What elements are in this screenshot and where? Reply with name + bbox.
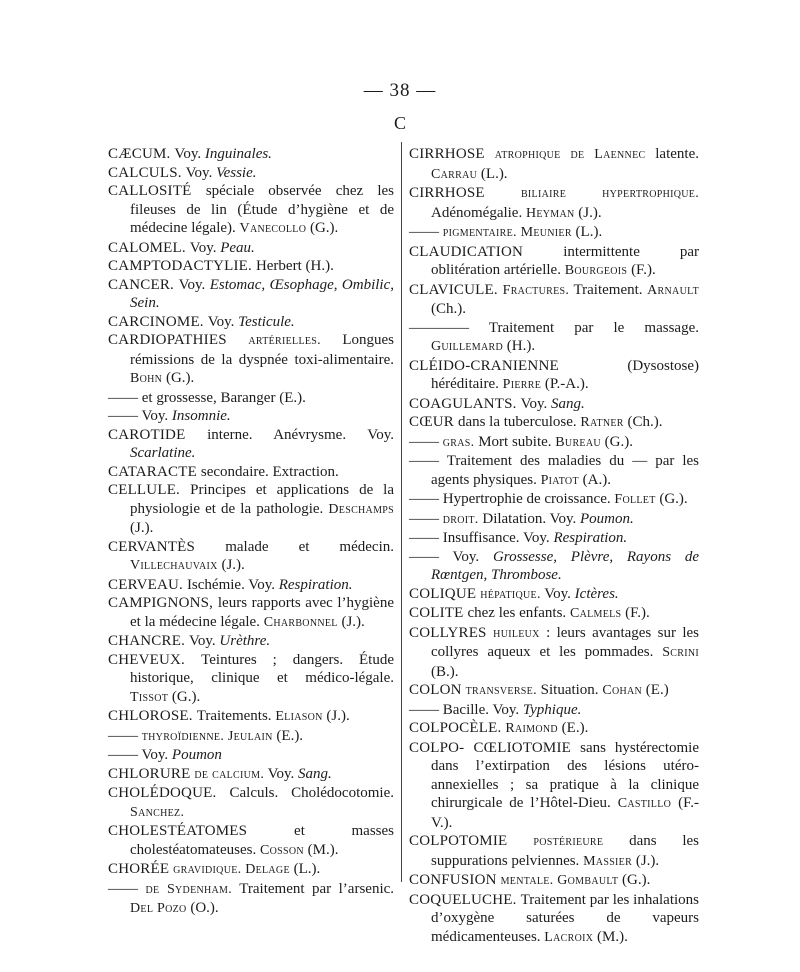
index-entry <box>409 433 699 453</box>
entry-text: —— Insuffisance. Voy. <box>409 530 554 546</box>
entry-text: Castillo <box>617 796 672 811</box>
entry-text: (J.). <box>217 557 245 573</box>
entry-text: Bourgeois <box>564 263 628 278</box>
entry-text: : leurs avantages sur les collyres aqueux et les pommades. <box>431 624 699 660</box>
index-entry <box>108 651 394 708</box>
index-entry <box>409 490 699 510</box>
entry-keyword: CALOMEL. <box>108 239 190 256</box>
entry-keyword: CLÉIDO-CRANIENNE <box>409 357 628 374</box>
index-entry <box>409 529 699 548</box>
entry-text: (J.). <box>322 708 350 724</box>
index-entry <box>108 576 394 595</box>
entry-text: hépatique. <box>480 586 541 602</box>
index-entry <box>108 164 394 183</box>
entry-keyword: CHLOROSE. <box>108 708 197 724</box>
index-entry <box>409 395 699 414</box>
entry-text: leurs rapports avec l’hygiène et la médecine légale. <box>130 595 394 630</box>
entry-text: (F.-V.). <box>431 795 699 831</box>
entry-text: Testicule. <box>238 313 295 330</box>
entry-text: gras. <box>442 434 475 450</box>
entry-text: —— Traitement des maladies du — par les agents physiques. <box>409 453 699 488</box>
entry-text: (E.) <box>642 682 669 698</box>
entry-text: transverse. <box>465 683 537 698</box>
entry-text: thyroïdienne. <box>141 728 225 744</box>
entry-text: interne. Anévrysme. Voy. <box>207 426 394 443</box>
index-entry <box>108 860 394 880</box>
entry-text: Voy. <box>264 765 299 782</box>
entry-text: spéciale observée chez les fileuses de lin (Étude d’hygiène et de médecine légale). <box>130 183 394 236</box>
entry-keyword: CAMPIGNONS, <box>108 595 218 611</box>
index-entry <box>409 319 699 357</box>
entry-text: —— Bacille. Voy. <box>409 701 523 718</box>
entry-text: Traitement par l’arsenic. <box>232 880 395 897</box>
entry-text: Traitement. <box>569 281 648 298</box>
index-entry <box>409 357 699 395</box>
right-column <box>409 145 699 947</box>
entry-text: (H.). <box>503 338 536 354</box>
entry-keyword: CLAVICULE. <box>409 281 503 298</box>
entry-text: Delage <box>245 862 290 877</box>
index-entry <box>108 407 394 426</box>
entry-text: (M.). <box>303 841 339 858</box>
entry-text: Heyman <box>525 205 575 221</box>
index-entry <box>409 223 699 243</box>
entry-text: Tissot <box>130 689 169 705</box>
entry-text: (Ch.). <box>431 301 466 317</box>
left-column <box>108 145 394 919</box>
entry-text: Scarlatine. <box>130 445 196 461</box>
entry-text: Situation. <box>536 682 603 698</box>
index-entry <box>108 463 394 482</box>
index-entry <box>108 182 394 239</box>
index-entry <box>108 880 394 919</box>
entry-text: Estomac, Œsophage, Ombilic, Sein. <box>130 276 394 311</box>
entry-text: (L.). <box>571 224 603 240</box>
entry-text: malade et médecin. <box>225 538 394 555</box>
index-entry <box>108 239 394 258</box>
index-entry <box>409 681 699 701</box>
entry-text: (Ch.). <box>623 414 663 430</box>
index-entry <box>409 719 699 739</box>
entry-text: (O.). <box>186 900 219 916</box>
entry-text: (G.). <box>162 370 195 386</box>
entry-keyword: COAGULANTS. <box>409 395 521 412</box>
entry-text: sans hystérectomie dans l’extirpation des lésions utéro-annexielles ; sa pratique à la clinique chirurgicale de l’Hôtel-Dieu. <box>431 739 699 811</box>
entry-text: chez les enfants. <box>467 605 570 621</box>
entry-text: artérielles. <box>248 333 321 348</box>
column-divider <box>401 142 402 882</box>
entry-text: Principes et applications de la physiologie et de la pathologie. <box>130 482 394 517</box>
index-entry <box>409 548 699 585</box>
entry-keyword: CIRRHOSE <box>409 185 521 201</box>
entry-text: de calcium. <box>194 766 265 782</box>
page-number: — 38 — <box>363 80 437 101</box>
entry-text: (L.). <box>477 165 508 182</box>
entry-keyword: CATARACTE <box>108 463 201 480</box>
entry-text: huileux <box>493 625 540 641</box>
entry-text: Cosson <box>259 842 304 858</box>
entry-text: Ischémie. Voy. <box>186 576 279 593</box>
entry-text: —— <box>108 880 146 897</box>
entry-keyword: CERVANTÈS <box>108 538 226 555</box>
entry-text: —— <box>409 510 443 527</box>
entry-keyword: CHOLÉDOQUE. <box>108 785 230 801</box>
entry-text: —— Voy. <box>108 747 172 763</box>
entry-keyword: CANCER. <box>108 276 179 293</box>
entry-text: Villechauvaix <box>130 558 218 573</box>
entry-text: Grossesse, Plèvre, Rayons de Rœntgen, Thrombose. <box>431 548 699 583</box>
entry-text: —— <box>108 727 142 744</box>
index-entry <box>409 832 699 871</box>
index-entry <box>108 276 394 313</box>
entry-text: de Sydenham. <box>145 881 233 897</box>
entry-keyword: COLON <box>409 682 466 698</box>
entry-text: Vanecollo <box>239 221 307 236</box>
entry-text: —— <box>409 433 443 450</box>
index-entry <box>108 765 394 785</box>
index-entry <box>409 413 699 433</box>
entry-text: Dilatation. Voy. <box>478 510 580 527</box>
entry-text: (B.). <box>431 663 459 680</box>
entry-keyword: CONFUSION <box>409 872 501 888</box>
index-entry <box>409 452 699 490</box>
entry-keyword: CARCINOME. <box>108 313 208 330</box>
entry-text: Guillemard <box>431 339 503 354</box>
entry-text: Gombault <box>557 873 619 888</box>
index-entry <box>108 822 394 860</box>
entry-text: gravidique. <box>173 862 242 877</box>
entry-text: (G.). <box>600 433 633 450</box>
entry-text: Calculs. Cholédocotomie. <box>229 785 394 801</box>
entry-keyword: COLIQUE <box>409 585 481 602</box>
entry-text: Massier <box>583 853 633 869</box>
entry-text: pigmentaire. <box>442 225 517 240</box>
index-entry <box>409 701 699 720</box>
entry-text: Poumon <box>171 747 222 763</box>
entry-text: secondaire. Extraction. <box>200 463 339 480</box>
entry-text: (Dysostose) héréditaire. <box>431 357 699 392</box>
entry-text: Voy. <box>188 633 220 649</box>
entry-text: Longues rémissions de la dyspnée toxi-alimentaire. <box>130 332 394 368</box>
entry-text: Pierre <box>502 377 542 392</box>
entry-text: dans les suppurations pelviennes. <box>431 833 699 869</box>
entry-text: Peau. <box>220 239 255 256</box>
entry-text: Ratner <box>580 415 624 430</box>
entry-text: Voy. <box>207 313 239 330</box>
index-entry <box>409 510 699 530</box>
index-entry <box>409 243 699 281</box>
entry-text: (E.). <box>272 727 304 744</box>
entry-text: Typhique. <box>522 701 582 718</box>
index-entry <box>108 426 394 463</box>
entry-text: (J.). <box>337 613 365 630</box>
entry-keyword: COLPOCÈLE. <box>409 720 506 736</box>
section-letter: C <box>393 113 406 133</box>
entry-text: Sang. <box>298 765 332 782</box>
entry-text: (G.). <box>655 491 688 507</box>
entry-keyword: COQUELUCHE. <box>409 891 521 908</box>
entry-text: Voy. <box>189 239 221 256</box>
entry-text: Insomnie. <box>171 408 231 424</box>
entry-text: Charbonnel <box>263 614 338 630</box>
index-entry <box>409 604 699 624</box>
index-entry <box>409 585 699 605</box>
entry-keyword: CHLORURE <box>108 765 195 782</box>
entry-keyword: CAROTIDE <box>108 426 208 443</box>
index-entry <box>108 331 394 389</box>
entry-text: Follet <box>614 492 656 507</box>
entry-text: (L.). <box>289 861 321 877</box>
entry-text: (J.). <box>574 204 602 221</box>
entry-keyword: CARDIOPATHIES <box>108 332 249 348</box>
entry-text: ———— Traitement par le massage. <box>409 319 699 336</box>
index-entry <box>108 389 394 408</box>
entry-text: Inguinales. <box>204 146 272 162</box>
entry-keyword: CHORÉE <box>108 861 174 877</box>
entry-text: Herbert (H.). <box>255 258 334 274</box>
entry-text: (A.). <box>578 471 611 488</box>
entry-text: (M.). <box>593 928 628 945</box>
entry-text: (G.). <box>168 688 201 705</box>
entry-text: Mort subite. <box>474 433 556 450</box>
entry-text: Jeulain <box>227 728 273 744</box>
entry-text: Ictères. <box>574 585 619 602</box>
entry-text: Sang. <box>551 395 585 412</box>
index-entry <box>108 727 394 747</box>
index-entry <box>409 891 699 948</box>
entry-keyword: CALLOSITÉ <box>108 183 206 199</box>
entry-text: Poumon. <box>580 510 634 527</box>
index-entry <box>108 632 394 651</box>
index-entry <box>108 145 394 164</box>
entry-keyword: CŒUR <box>409 414 458 430</box>
entry-keyword: COLPOTOMIE <box>409 833 534 849</box>
entry-keyword: CELLULE. <box>108 482 191 498</box>
index-entry <box>409 145 699 184</box>
entry-text: Carrau <box>431 166 478 182</box>
entry-text: (G.). <box>306 220 339 236</box>
entry-text: Respiration. <box>553 530 628 546</box>
entry-text: Bureau <box>555 434 601 450</box>
entry-text: Eliason <box>275 709 323 724</box>
entry-text: mentale. <box>500 873 554 888</box>
entry-text: Voy. <box>520 395 552 412</box>
entry-text: Bohn <box>130 371 163 386</box>
entry-keyword: CHOLESTÉATOMES <box>108 823 295 839</box>
entry-text: Teintures ; dangers. Étude historique, clinique et médico-légale. <box>130 651 394 686</box>
entry-text: Piatot <box>540 472 579 488</box>
entry-text: (P.-A.). <box>541 376 589 392</box>
index-entry <box>409 281 699 319</box>
entry-text: Voy. <box>540 585 575 602</box>
entry-keyword: CLAUDICATION <box>409 243 564 260</box>
index-entry <box>108 784 394 822</box>
index-entry <box>108 257 394 276</box>
entry-keyword: CALCULS. <box>108 164 186 181</box>
entry-text: Calmels <box>569 606 622 621</box>
entry-text: Voy. <box>178 276 210 293</box>
entry-text: droit. <box>442 511 479 527</box>
index-entry <box>409 739 699 833</box>
entry-text: Del Pozo <box>130 901 187 916</box>
entry-keyword: CAMPTODACTYLIE. <box>108 258 256 274</box>
entry-text: intermittente par oblitération artérielle. <box>431 243 699 278</box>
entry-text: Traitement par les inhalations d’oxygène saturées de vapeurs médicamenteuses. <box>431 891 700 945</box>
entry-text: Lacroix <box>544 929 594 945</box>
entry-keyword: CHANCRE. <box>108 633 189 649</box>
entry-text: Raimond <box>505 721 558 736</box>
index-entry <box>108 313 394 332</box>
entry-text: (G.). <box>618 872 651 888</box>
entry-text: Vessie. <box>216 164 257 181</box>
entry-text: (E.). <box>557 720 589 736</box>
entry-keyword: COLPO- CŒLIOTOMIE <box>409 739 581 756</box>
entry-text: atrophique de Laennec <box>494 147 646 162</box>
index-entry <box>409 871 699 891</box>
entry-text: Urèthre. <box>219 633 271 649</box>
entry-text: dans la tuberculose. <box>457 414 581 430</box>
entry-text: Deschamps <box>328 501 394 517</box>
entry-text: (F.). <box>627 262 656 278</box>
entry-text: —— Voy. <box>409 548 493 565</box>
entry-text: (F.). <box>621 605 650 621</box>
entry-text: —— Hypertrophie de croissance. <box>409 491 615 507</box>
entry-text: et masses cholestéatomateuses. <box>130 823 394 858</box>
index-entry <box>108 538 394 576</box>
entry-keyword: CIRRHOSE <box>409 146 495 162</box>
index-entry <box>409 184 699 223</box>
entry-text: Meunier <box>520 225 572 240</box>
entry-text: latente. <box>645 146 699 162</box>
entry-keyword: COLITE <box>409 605 468 621</box>
entry-text: Arnault <box>647 282 699 298</box>
entry-text: Scrini <box>662 645 699 660</box>
entry-text: postérieure <box>533 834 604 849</box>
entry-text: Voy. <box>174 146 205 162</box>
entry-keyword: CÆCUM. <box>108 146 175 162</box>
entry-text: —— <box>409 224 443 240</box>
entry-text: Fractures. <box>502 282 570 298</box>
entry-keyword: CHEVEUX. <box>108 651 202 668</box>
entry-keyword: COLLYRES <box>409 624 494 641</box>
index-entry <box>108 707 394 727</box>
entry-text: Adénomégalie. <box>431 204 526 221</box>
entry-text: Respiration. <box>278 576 353 593</box>
entry-text: —— et grossesse, Baranger (E.). <box>108 389 306 406</box>
index-entry <box>409 624 699 682</box>
entry-text: Cohan <box>602 683 643 698</box>
entry-text: —— Voy. <box>108 408 172 424</box>
entry-text: (J.). <box>130 520 154 536</box>
entry-text: Traitements. <box>196 708 276 724</box>
entry-text: Sanchez. <box>130 804 185 820</box>
entry-text: Voy. <box>185 164 217 181</box>
entry-text: biliaire hypertrophique. <box>520 186 699 201</box>
entry-keyword: CERVEAU. <box>108 576 187 593</box>
index-entry <box>108 481 394 538</box>
index-entry <box>108 594 394 632</box>
entry-text: (J.). <box>632 852 660 869</box>
index-entry <box>108 746 394 765</box>
